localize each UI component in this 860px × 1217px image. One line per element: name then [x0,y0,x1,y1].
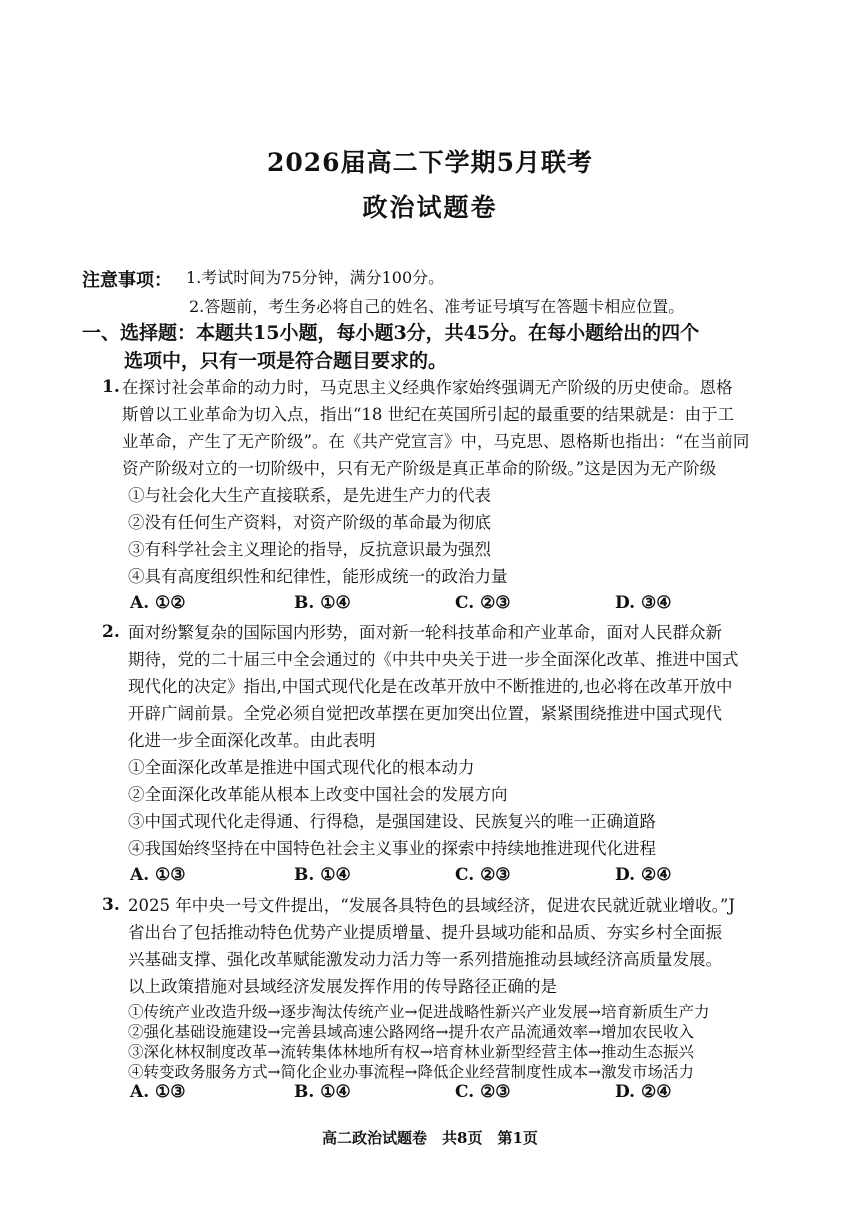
question-stem-line: 业革命，产生了无产阶级”。在《共产党宣言》中，马克思、恩格斯也指出：“在当前同 [122,432,750,451]
question-stem-line: 省出台了包括推动特色优势产业提质增量、提升县域功能和品质、夯实乡村全面振 [128,923,722,942]
question-number: 2. [102,622,120,642]
question-statement: ③有科学社会主义理论的指导，反抗意识最为强烈 [128,540,491,559]
question-statement: ④具有高度组织性和纪律性，能形成统一的政治力量 [128,567,508,586]
question-stem-line: 现代化的决定》指出,中国式现代化是在改革开放中不断推进的,也必将在改革开放中 [128,677,733,696]
question-stem-line: 以上政策措施对县域经济发展发挥作用的传导路径正确的是 [128,977,557,996]
question-statement: ③深化林权制度改革→流转集体林地所有权→培育林业新型经营主体→推动生态振兴 [128,1043,694,1061]
question-number: 3. [102,895,120,915]
option-b: B. ①④ [294,593,351,613]
question-statement: ①传统产业改造升级→逐步淘汰传统产业→促进战略性新兴产业发展→培育新质生产力 [128,1003,710,1021]
option-c: C. ②③ [455,865,511,885]
question-statement: ②没有任何生产资料，对资产阶级的革命最为彻底 [128,513,491,532]
question-stem-line: 在探讨社会革命的动力时，马克思主义经典作家始终强调无产阶级的历史使命。恩格 [122,378,733,397]
exam-title: 2026届高二下学期5月联考 [267,148,593,177]
question-stem-line: 化进一步全面深化改革。由此表明 [128,731,376,750]
exam-subtitle: 政治试题卷 [362,193,498,222]
notice-item-2: 2.答题前，考生务必将自己的姓名、准考证号填写在答题卡相应位置。 [189,297,685,316]
question-stem-line: 资产阶级对立的一切阶级中，只有无产阶级是真正革命的阶级。”这是因为无产阶级 [122,459,717,478]
option-a: A. ①③ [130,1082,186,1102]
notice-item-1: 1.考试时间为75分钟，满分100分。 [186,268,445,287]
question-stem-line: 兴基础支撑、强化改革赋能激发动力活力等一系列措施推动县域经济高质量发展。 [128,950,722,969]
option-a: A. ①② [130,593,186,613]
option-c: C. ②③ [455,1082,511,1102]
question-statement: ④转变政务服务方式→简化企业办事流程→降低企业经营制度性成本→激发市场活力 [128,1063,694,1081]
question-number: 1. [102,377,120,397]
question-stem-line: 面对纷繁复杂的国际国内形势，面对新一轮科技革命和产业革命，面对人民群众新 [128,623,722,642]
option-d: D. ②④ [615,1082,672,1102]
page-footer: 高二政治试题卷 共8页 第1页 [322,1129,538,1147]
option-d: D. ②④ [615,865,672,885]
question-stem-line: 开辟广阔前景。全党必须自觉把改革摆在更加突出位置，紧紧围绕推进中国式现代 [128,704,722,723]
question-stem-line: 期待，党的二十届三中全会通过的《中共中央关于进一步全面深化改革、推进中国式 [128,650,739,669]
option-c: C. ②③ [455,593,511,613]
option-b: B. ①④ [294,1082,351,1102]
question-stem-line: 斯曾以工业革命为切入点，指出“18 世纪在英国所引起的最重要的结果就是：由于工 [122,405,735,424]
option-d: D. ③④ [615,593,672,613]
question-stem-line: 2025 年中央一号文件提出，“发展各具特色的县域经济，促进农民就近就业增收。”J [128,896,735,915]
question-statement: ②强化基础设施建设→完善县域高速公路网络→提升农产品流通效率→增加农民收入 [128,1023,694,1041]
question-statement: ①与社会化大生产直接联系，是先进生产力的代表 [128,486,491,505]
option-a: A. ①③ [130,865,186,885]
question-statement: ①全面深化改革是推进中国式现代化的根本动力 [128,758,475,777]
section-heading-line1: 一、选择题：本题共15小题，每小题3分，共45分。在每小题给出的四个 [82,322,700,344]
option-b: B. ①④ [294,865,351,885]
section-heading-line2: 选项中，只有一项是符合题目要求的。 [124,350,448,372]
question-statement: ④我国始终坚持在中国特色社会主义事业的探索中持续地推进现代化进程 [128,839,656,858]
question-statement: ②全面深化改革能从根本上改变中国社会的发展方向 [128,785,508,804]
question-statement: ③中国式现代化走得通、行得稳，是强国建设、民族复兴的唯一正确道路 [128,812,656,831]
notice-label: 注意事项： [82,270,172,291]
